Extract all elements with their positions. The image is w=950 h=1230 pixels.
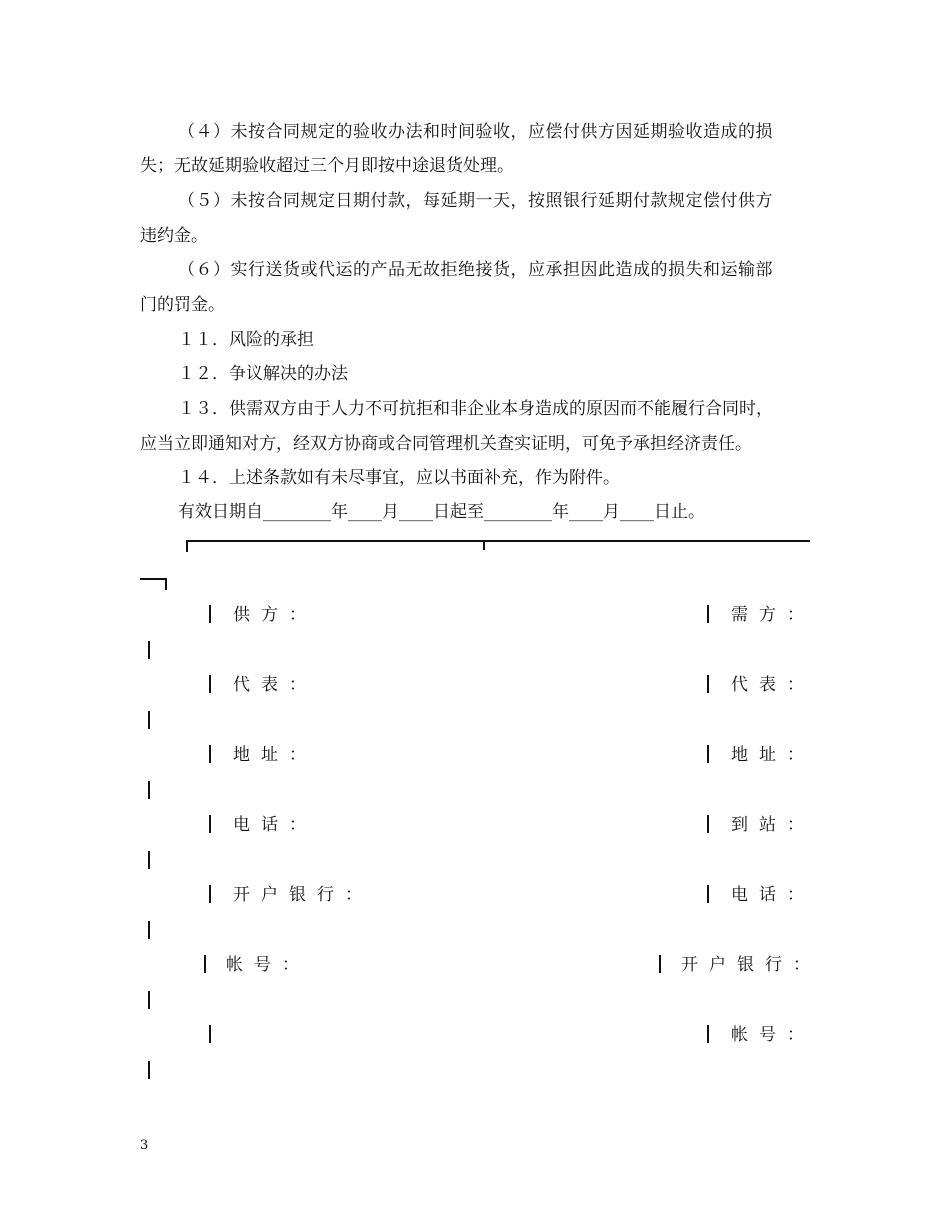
clause-6-line-1: （６）实行送货或代运的产品无故拒绝接货，应承担因此造成的损失和运输部 [178,260,773,280]
row-end-bar [148,781,150,799]
buyer-phone-label: 电话： [731,885,815,905]
buyer-representative-label: 代表： [731,675,815,695]
buyer-label: 需方： [731,605,815,625]
supplier-bank-label: 开户银行： [233,885,373,905]
left-column-bar [209,815,211,833]
row-end-bar [148,851,150,869]
right-column-bar [707,605,709,623]
section-14: １４．上述条款如有未尽事宜，应以书面补充，作为附件。 [178,468,620,488]
table-top-left-corner [186,540,188,552]
right-column-bar [707,675,709,693]
table-top-divider [483,540,485,550]
left-column-bar [209,745,211,763]
left-column-bar [209,885,211,903]
buyer-account-label: 帐号： [731,1025,815,1045]
clause-4-line-1: （４）未按合同规定的验收办法和时间验收，应偿付供方因延期验收造成的损 [178,122,773,142]
supplier-label: 供方： [233,605,317,625]
left-column-bar [209,605,211,623]
row-end-bar [148,991,150,1009]
left-column-bar [209,1025,211,1043]
buyer-station-label: 到站： [731,815,815,835]
clause-6-line-2: 门的罚金。 [140,295,225,315]
supplier-address-label: 地址： [233,745,317,765]
left-column-bar [204,955,206,973]
right-column-bar [659,955,661,973]
page-number: 3 [140,1138,149,1153]
supplier-phone-label: 电话： [233,815,317,835]
row-end-bar [148,921,150,939]
supplier-representative-label: 代表： [233,675,317,695]
clause-5-line-2: 违约金。 [140,226,208,246]
table-stub-corner [165,578,167,590]
right-column-bar [707,885,709,903]
right-column-bar [707,815,709,833]
row-end-bar [148,1061,150,1079]
left-column-bar [209,675,211,693]
right-column-bar [707,1025,709,1043]
clause-5-line-1: （５）未按合同规定日期付款，每延期一天，按照银行延期付款规定偿付供方 [178,191,773,211]
row-end-bar [148,641,150,659]
section-13-line-1: １３．供需双方由于人力不可抗拒和非企业本身造成的原因而不能履行合同时， [178,399,773,419]
table-top-border [186,540,810,542]
supplier-account-label: 帐号： [226,955,310,975]
buyer-bank-label: 开户银行： [681,955,821,975]
right-column-bar [707,745,709,763]
row-end-bar [148,711,150,729]
table-stub-line [140,578,167,580]
validity-period: 有效日期自________年____月____日起至________年____月____日止。 [178,502,705,522]
section-11: １１．风险的承担 [178,330,314,350]
section-12: １２．争议解决的办法 [178,364,348,384]
clause-4-line-2: 失；无故延期验收超过三个月即按中途退货处理。 [140,156,514,176]
buyer-address-label: 地址： [731,745,815,765]
section-13-line-2: 应当立即通知对方，经双方协商或合同管理机关查实证明，可免予承担经济责任。 [140,434,752,454]
